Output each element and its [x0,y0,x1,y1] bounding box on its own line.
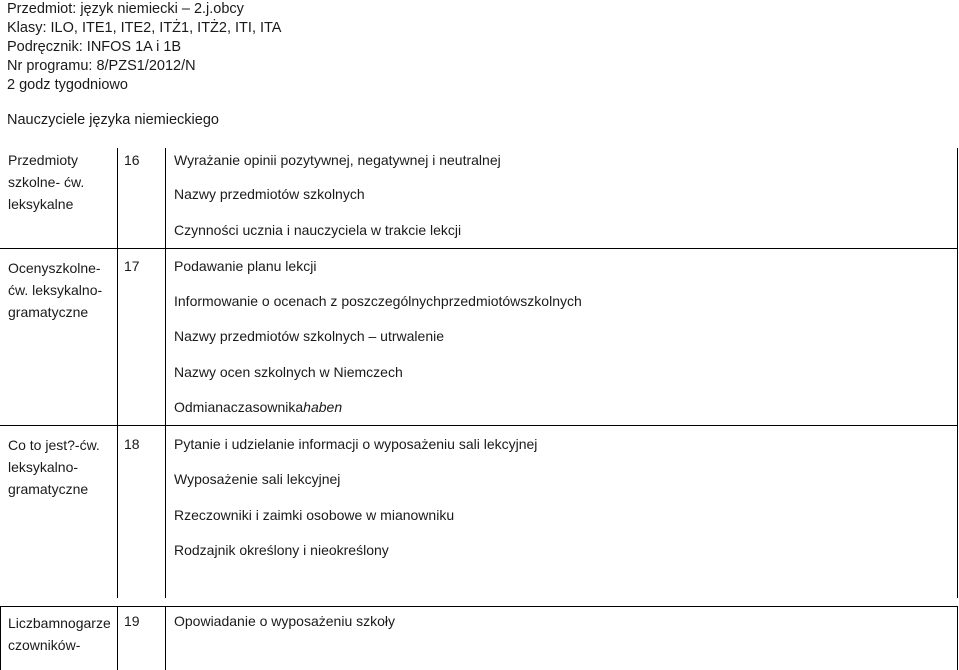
topic-text: Odmianaczasownika [174,399,304,415]
table-border [0,606,1,670]
row-number: 17 [124,258,140,274]
topic-item: Podawanie planu lekcji [174,258,317,274]
table-border [165,606,166,670]
table-border [165,148,166,598]
row-subject: Liczbamnogarze czowników- [8,615,111,653]
classes-line: Klasy: ILO, ITE1, ITE2, ITŻ1, ITŻ2, ITI, ITA [7,20,282,36]
table-border [957,148,958,598]
topic-item: Nazwy ocen szkolnych w Niemczech [174,364,403,380]
row-number: 19 [124,613,140,629]
teachers-line: Nauczyciele języka niemieckiego [7,112,219,128]
subject-line: Przedmiot: język niemiecki – 2.j.obcy [7,1,244,17]
document-header [7,0,281,95]
row-number: 16 [124,152,140,168]
row-divider [0,425,958,426]
topic-item: Nazwy przedmiotów szkolnych – utrwalenie [174,328,444,344]
row-subject: Co to jest?-ćw. leksykalno-gramatyczne [8,437,100,497]
row-number: 18 [124,436,140,452]
hours-line: 2 godz tygodniowo [7,77,128,93]
row-subject: Przedmioty szkolne- ćw. leksykalne [8,152,85,212]
topic-item: Informowanie o ocenach z poszczególnychprzedmiotówszkolnych [174,293,582,309]
table-border [117,148,118,598]
topic-item: Nazwy przedmiotów szkolnych [174,186,365,202]
topic-item: Opowiadanie o wyposażeniu szkoły [174,613,396,629]
textbook-line: Podręcznik: INFOS 1A i 1B [7,39,182,55]
topic-italic-text: haben [303,399,343,415]
row-subject: Ocenyszkolne-ćw. leksykalno-gramatyczne [8,260,103,320]
topic-item: Wyrażanie opinii pozytywnej, negatywnej i neutralnej [174,152,501,168]
row-divider [0,248,958,249]
row-divider [0,606,958,607]
topic-item [174,398,342,416]
topic-item: Rzeczowniki i zaimki osobowe w mianowniku [174,507,455,523]
table-border [957,606,958,670]
table-border [117,606,118,670]
topic-item: Wyposażenie sali lekcyjnej [174,471,341,487]
topic-item: Rodzajnik określony i nieokreślony [174,542,389,558]
topic-item: Czynności ucznia i nauczyciela w trakcie lekcji [174,222,462,238]
topic-item: Pytanie i udzielanie informacji o wyposażeniu sali lekcyjnej [174,436,538,452]
program-number-line: Nr programu: 8/PZS1/2012/N [7,58,196,74]
